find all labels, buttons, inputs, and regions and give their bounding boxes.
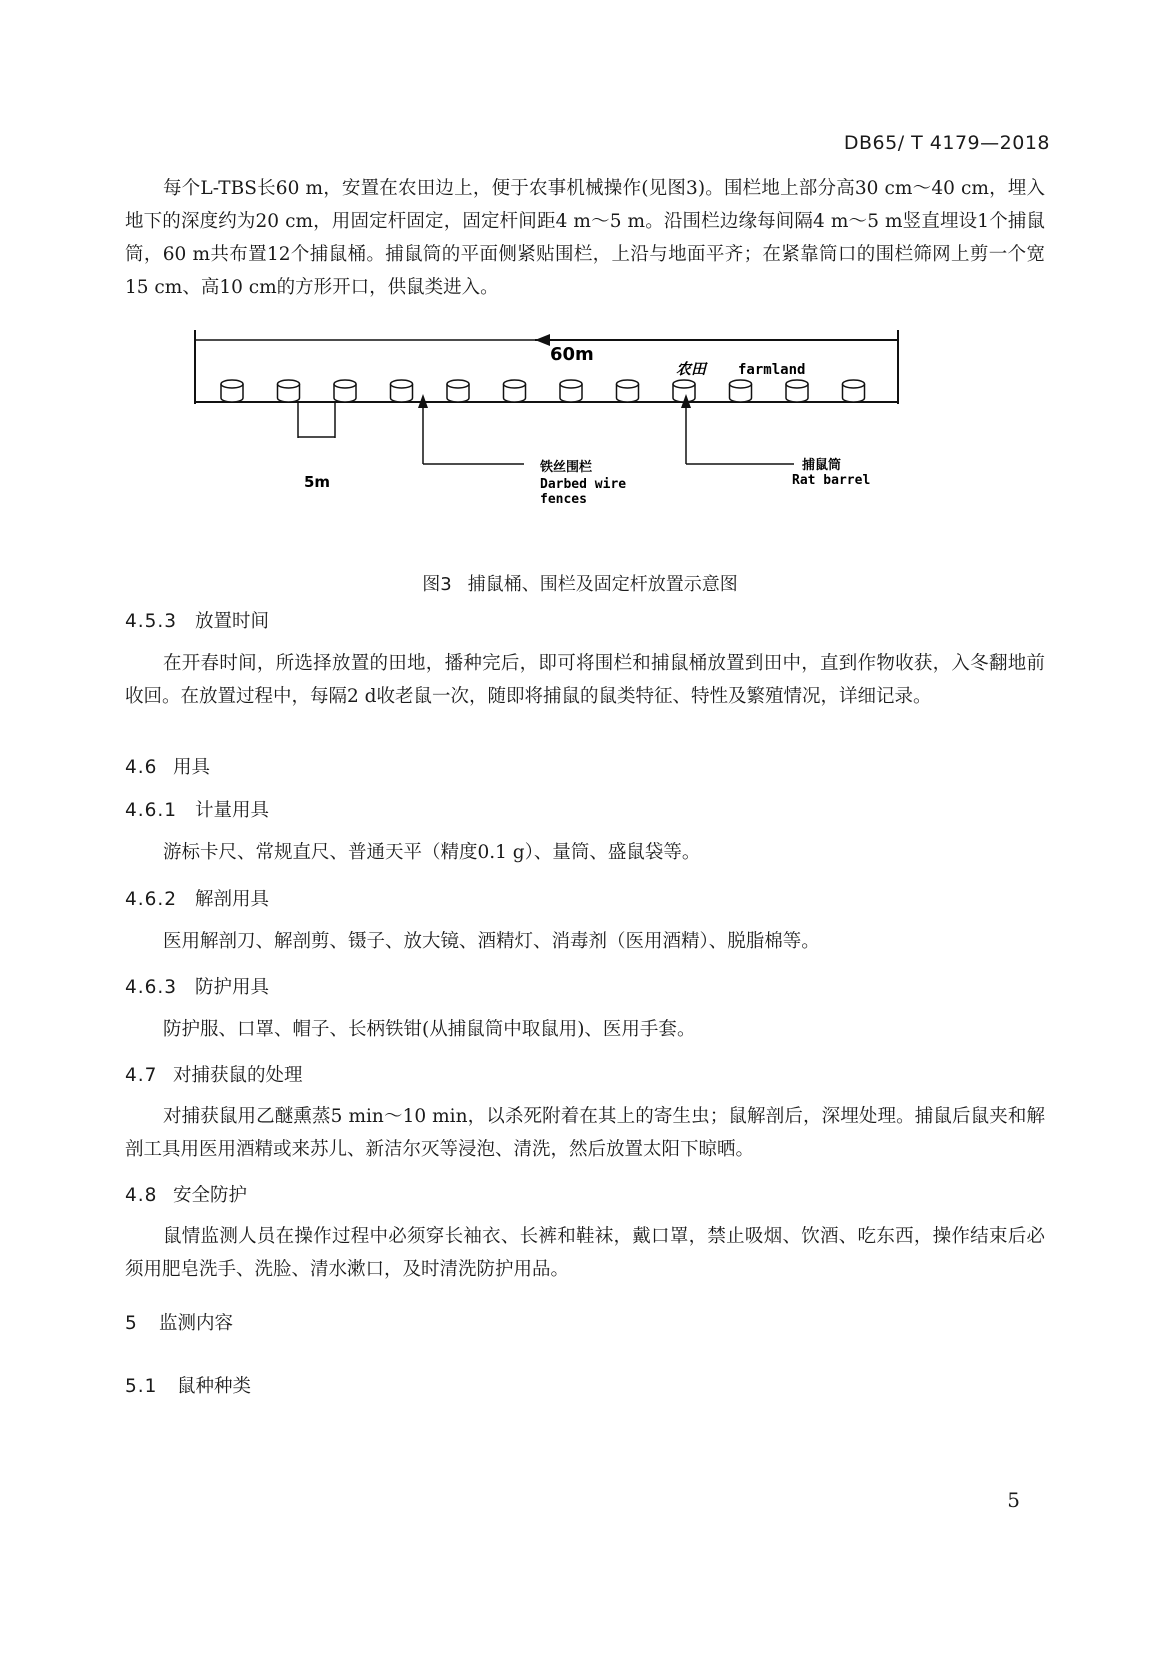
length-label: 60m bbox=[550, 344, 594, 365]
caption-number: 图3 bbox=[422, 574, 452, 595]
heading-4-8 bbox=[125, 1181, 247, 1207]
rat-barrel-icon bbox=[730, 380, 752, 402]
barrel-cn-label: 捕鼠筒 bbox=[802, 458, 842, 473]
caption-title: 捕鼠桶、围栏及固定杆放置示意图 bbox=[467, 574, 738, 595]
barrel-en-label: Rat barrel bbox=[792, 473, 871, 488]
rat-barrel-icon bbox=[560, 380, 582, 402]
heading-number: 4.6.3 bbox=[125, 977, 178, 998]
rat-barrel-icon bbox=[334, 380, 356, 402]
heading-number: 4.6 bbox=[125, 757, 158, 778]
heading-number: 4.8 bbox=[125, 1185, 158, 1206]
figure-caption bbox=[0, 570, 1160, 596]
heading-5-1 bbox=[125, 1372, 251, 1398]
fence-en-label-2: fences bbox=[540, 492, 587, 507]
paragraph-4-6-3: 防护服、口罩、帽子、长柄铁钳(从捕鼠筒中取鼠用)、医用手套。 bbox=[163, 1019, 696, 1040]
page-number: 5 bbox=[1007, 1488, 1020, 1512]
dimension-arrow-icon bbox=[535, 334, 550, 346]
heading-number: 5.1 bbox=[125, 1376, 158, 1397]
paragraph-4-5-3: 在开春时间，所选择放置的田地，播种完后，即可将围栏和捕鼠桶放置到田中，直到作物收获，入冬翻地前收回。在放置过程中，每隔2 d收老鼠一次，随即将捕鼠的鼠类特征、特性及繁殖情况，详细记录。 bbox=[125, 653, 1045, 707]
rat-barrel-icon bbox=[673, 380, 695, 402]
rat-barrel-icon bbox=[447, 380, 469, 402]
paragraph-4-7: 对捕获鼠用乙醚熏蒸5 min～10 min，以杀死附着在其上的寄生虫；鼠解剖后，深埋处理。捕鼠后鼠夹和解剖工具用医用酒精或来苏儿、新洁尔灭等浸泡、清洗，然后放置太阳下晾晒。 bbox=[125, 1106, 1045, 1160]
figure-3-diagram bbox=[190, 330, 930, 515]
heading-4-6 bbox=[125, 753, 210, 779]
rat-barrel-icon bbox=[843, 380, 865, 402]
heading-4-6-1 bbox=[125, 796, 269, 822]
heading-number: 4.5.3 bbox=[125, 611, 178, 632]
fence-en-label-1: Darbed wire bbox=[540, 477, 627, 492]
heading-title: 计量用具 bbox=[195, 800, 270, 821]
rat-barrel-icon bbox=[278, 380, 300, 402]
heading-title: 放置时间 bbox=[195, 611, 270, 632]
rat-barrel-icon bbox=[221, 380, 243, 402]
heading-4-7 bbox=[125, 1061, 303, 1087]
heading-title: 防护用具 bbox=[195, 977, 270, 998]
heading-number: 4.6.1 bbox=[125, 800, 178, 821]
heading-title: 解剖用具 bbox=[195, 889, 270, 910]
rat-barrel-icon bbox=[617, 380, 639, 402]
paragraph-4-6-2: 医用解剖刀、解剖剪、镊子、放大镜、酒精灯、消毒剂（医用酒精）、脱脂棉等。 bbox=[163, 931, 820, 952]
intro-paragraph: 每个L-TBS长60 m，安置在农田边上，便于农事机械操作(见图3)。围栏地上部分高30 cm～40 cm，埋入地下的深度约为20 cm，用固定杆固定，固定杆间距4 m～5 m。沿围栏边缘每间隔4 m～5 m竖直埋设1个捕鼠筒，60 m共布置12个捕鼠桶。捕鼠筒的平面侧紧贴围栏，上沿与地面平齐；在紧靠筒口的围栏筛网上剪一个宽15 cm、高10 cm的方形开口，供鼠类进入。 bbox=[125, 178, 1045, 298]
standard-code: DB65/ T 4179—2018 bbox=[843, 132, 1050, 154]
paragraph-4-8: 鼠情监测人员在操作过程中必须穿长袖衣、长裤和鞋袜，戴口罩，禁止吸烟、饮酒、吃东西，操作结束后必须用肥皂洗手、洗脸、清水漱口，及时清洗防护用品。 bbox=[125, 1226, 1045, 1280]
farmland-en-label: farmland bbox=[738, 362, 806, 378]
heading-number: 5 bbox=[125, 1313, 138, 1334]
heading-4-5-3 bbox=[125, 607, 269, 633]
heading-title: 鼠种种类 bbox=[177, 1376, 252, 1397]
fence-cn-label: 铁丝围栏 bbox=[540, 460, 593, 475]
heading-5 bbox=[125, 1309, 233, 1335]
rat-barrel-icon bbox=[504, 380, 526, 402]
heading-title: 监测内容 bbox=[159, 1313, 234, 1334]
paragraph-4-6-1: 游标卡尺、常规直尺、普通天平（精度0.1 g）、量筒、盛鼠袋等。 bbox=[163, 842, 701, 863]
heading-4-6-2 bbox=[125, 885, 269, 911]
heading-number: 4.7 bbox=[125, 1065, 158, 1086]
spacing-label: 5m bbox=[304, 473, 331, 491]
rat-barrel-icon bbox=[391, 380, 413, 402]
heading-title: 用具 bbox=[173, 757, 211, 778]
heading-number: 4.6.2 bbox=[125, 889, 178, 910]
heading-title: 安全防护 bbox=[173, 1185, 248, 1206]
heading-4-6-3 bbox=[125, 973, 269, 999]
farmland-cn-label: 农田 bbox=[676, 360, 707, 378]
barrel-row bbox=[221, 380, 865, 402]
rat-barrel-icon bbox=[786, 380, 808, 402]
heading-title: 对捕获鼠的处理 bbox=[173, 1065, 303, 1086]
